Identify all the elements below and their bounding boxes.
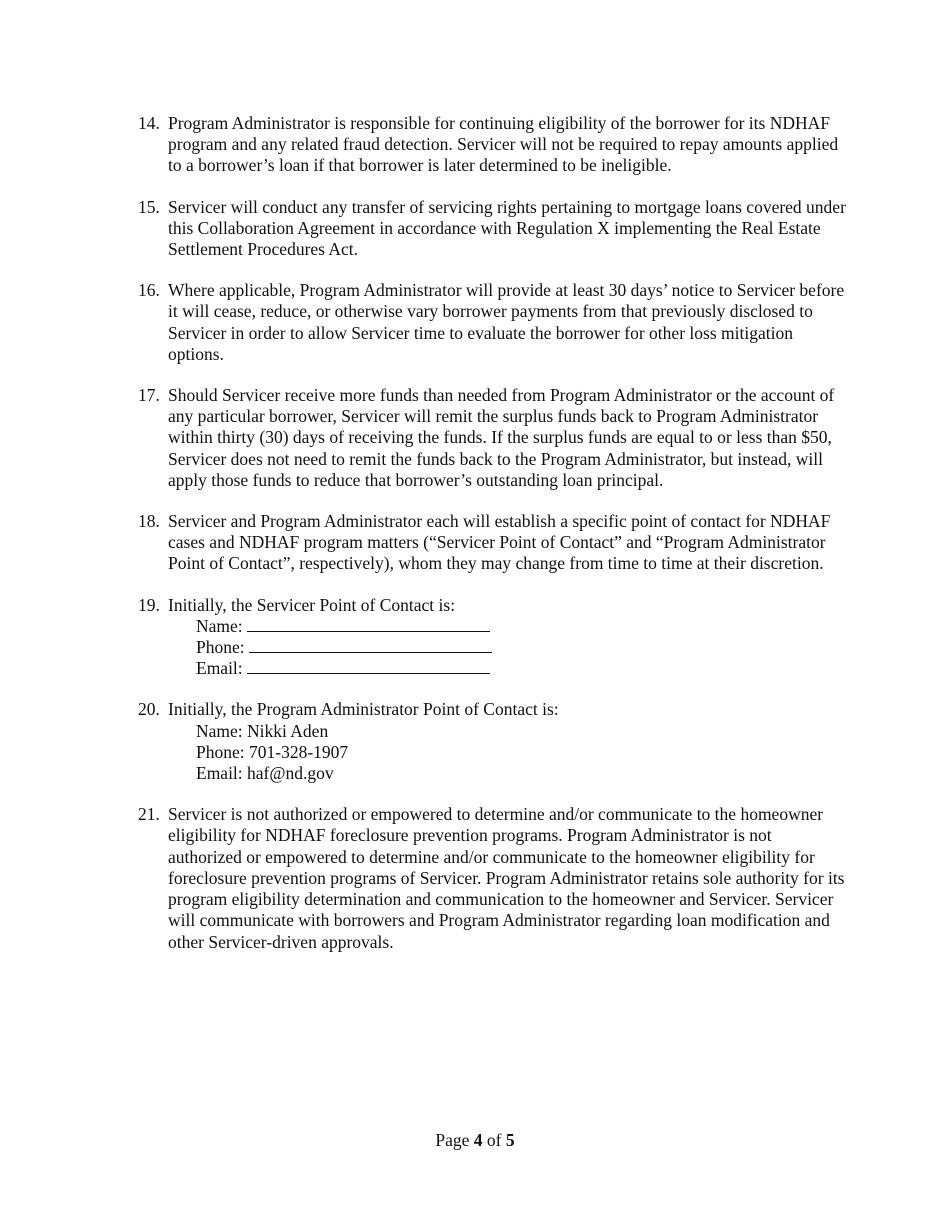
item-text: Servicer is not authorized or empowered to determine and/or communicate to the homeowner eligibility for NDHAF foreclosure prevention programs. Program Administrator is not authorized or empowered to determine and/or communicate to the homeowner eligibility for foreclosure prevention programs of Servicer. Program Administrator retains sole authority for its program eligibility determination and communication to the homeowner and Servicer. Servicer will communicate with borrowers and Program Administrator regarding loan modification and other Servicer-driven approvals.: [168, 804, 845, 952]
list-item: [138, 197, 848, 261]
of-word: of: [486, 1130, 502, 1150]
servicer-phone-line: [168, 637, 848, 658]
item-text: Where applicable, Program Administrator will provide at least 30 days’ notice to Servicer before it will cease, reduce, or otherwise vary borrower payments from that previously disclosed to Servicer in order to allow Servicer time to evaluate the borrower for other loss mitigation options.: [168, 280, 845, 364]
admin-name: Name: Nikki Aden: [196, 720, 329, 741]
list-item: [138, 385, 848, 491]
item-text: Servicer will conduct any transfer of servicing rights pertaining to mortgage loans covered under this Collaboration Agreement in accordance with Regulation X implementing the Real Estate Settlement Procedures Act.: [168, 196, 846, 260]
servicer-email-blank: [247, 658, 490, 674]
numbered-list: [138, 113, 848, 973]
page-footer: [0, 1130, 950, 1151]
servicer-name-blank: [247, 616, 490, 632]
total-pages-number: 5: [505, 1130, 515, 1150]
item-text: Program Administrator is responsible for continuing eligibility of the borrower for its NDHAF program and any related fraud detection. Servicer will not be required to repay amounts applied to a borrower’s loan if that borrower is later determined to be ineligible.: [168, 113, 839, 176]
admin-phone: Phone: 701-328-1907: [196, 741, 349, 762]
item-number: 19.: [138, 594, 160, 615]
list-item: [138, 113, 848, 177]
servicer-name-line: [168, 616, 848, 637]
servicer-contact-intro: Initially, the Servicer Point of Contact is:: [168, 594, 456, 615]
admin-contact-intro: Initially, the Program Administrator Point of Contact is:: [168, 699, 559, 720]
servicer-phone-label: Phone:: [196, 637, 245, 658]
list-item: [138, 511, 848, 575]
item-number: 14.: [138, 113, 160, 133]
item-text: Servicer and Program Administrator each will establish a specific point of contact for NDHAF cases and NDHAF program matters (“Servicer Point of Contact” and “Program Administrator Point of Contact”, respectively), whom they may change from time to time at their discretion.: [168, 511, 831, 574]
item-number: 15.: [138, 196, 160, 217]
list-item: [138, 804, 848, 952]
item-number: 17.: [138, 385, 160, 406]
servicer-email-label: Email:: [196, 658, 243, 679]
admin-contact-item: [138, 699, 848, 784]
list-item: [138, 280, 848, 365]
item-text: Should Servicer receive more funds than needed from Program Administrator or the account of any particular borrower, Servicer will remit the surplus funds back to Program Administrator within thirty (30) days of receiving the funds. If the surplus funds are equal to or less than $50, Servicer does not need to remit the funds back to the Program Administrator, but instead, will apply those funds to reduce that borrower’s outstanding loan principal.: [168, 385, 835, 490]
servicer-phone-blank: [249, 637, 492, 653]
admin-email: Email: haf@nd.gov: [196, 763, 334, 784]
item-number: 20.: [138, 699, 160, 720]
servicer-name-label: Name:: [196, 615, 243, 636]
item-number: 18.: [138, 511, 160, 532]
current-page-number: 4: [473, 1130, 483, 1150]
servicer-email-line: [168, 658, 848, 679]
page-word: Page: [435, 1130, 470, 1150]
item-number: 21.: [138, 804, 160, 825]
servicer-contact-item: [138, 595, 848, 680]
item-number: 16.: [138, 280, 160, 301]
